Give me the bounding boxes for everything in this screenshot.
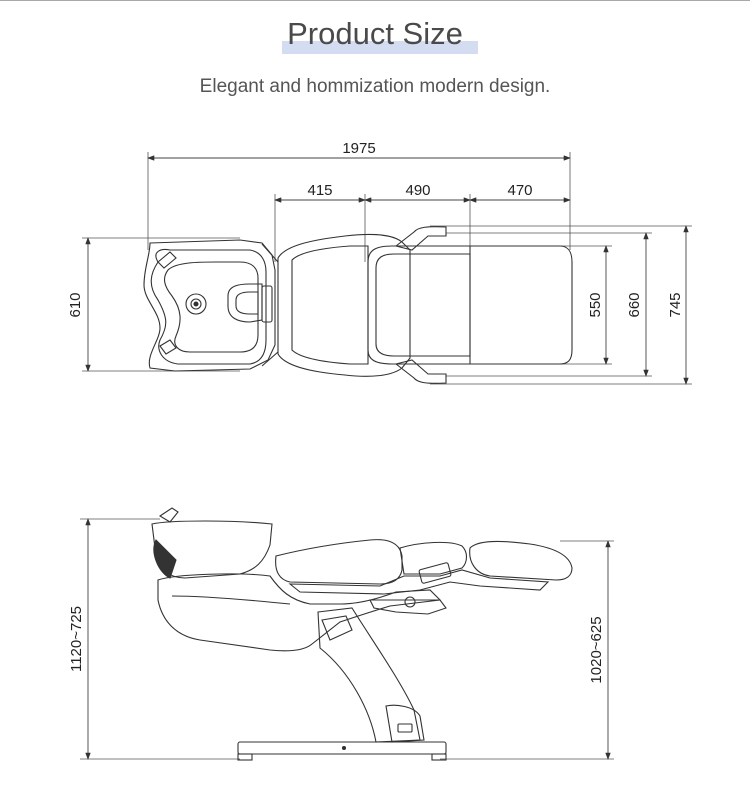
faucet-left	[158, 252, 176, 268]
dim-left-height: 610	[67, 292, 84, 318]
leg-cushion-side	[470, 541, 572, 580]
faucet-side	[160, 508, 178, 522]
backrest-cushion-side	[276, 540, 402, 584]
dim-segment-1: 415	[307, 182, 333, 199]
neck-rest-inner	[236, 292, 258, 314]
basin-hinge	[262, 286, 272, 322]
seat-cushion-side	[400, 542, 467, 574]
dim-overall-length: 1975	[342, 140, 376, 157]
dim-seat-width: 550	[587, 292, 604, 318]
neck-rest	[228, 284, 262, 322]
control-button	[398, 724, 412, 732]
faucet-left-2	[160, 340, 176, 354]
leg-lever	[419, 562, 452, 583]
dim-overall-width: 745	[667, 292, 684, 318]
basin-inner	[165, 262, 258, 352]
pedestal-inner	[172, 596, 290, 604]
top-view	[82, 152, 692, 384]
connector-line-2	[262, 352, 278, 366]
dim-mid-width: 660	[626, 292, 643, 318]
side-view	[80, 508, 614, 760]
backrest-inner	[292, 246, 368, 364]
base-foot-left	[238, 754, 252, 760]
page-title: Product Size	[287, 16, 463, 51]
page-subtitle: Elegant and hommization modern design.	[199, 76, 551, 97]
joint-bolt	[405, 597, 415, 607]
drain-core	[194, 302, 198, 306]
support-arm	[318, 608, 420, 742]
arm-panel	[322, 616, 352, 640]
connector-line	[262, 244, 278, 262]
dim-basin-height: 1120~725	[68, 605, 85, 673]
dim-segment-2: 490	[405, 182, 431, 199]
base-dot	[343, 747, 346, 750]
seat-cushion-inner	[376, 254, 470, 356]
dim-segment-3: 470	[507, 182, 533, 199]
side-dimensions	[68, 519, 608, 759]
dim-bed-height: 1020~625	[588, 616, 605, 684]
basin-bowl	[151, 250, 266, 365]
basin-back	[154, 540, 176, 578]
